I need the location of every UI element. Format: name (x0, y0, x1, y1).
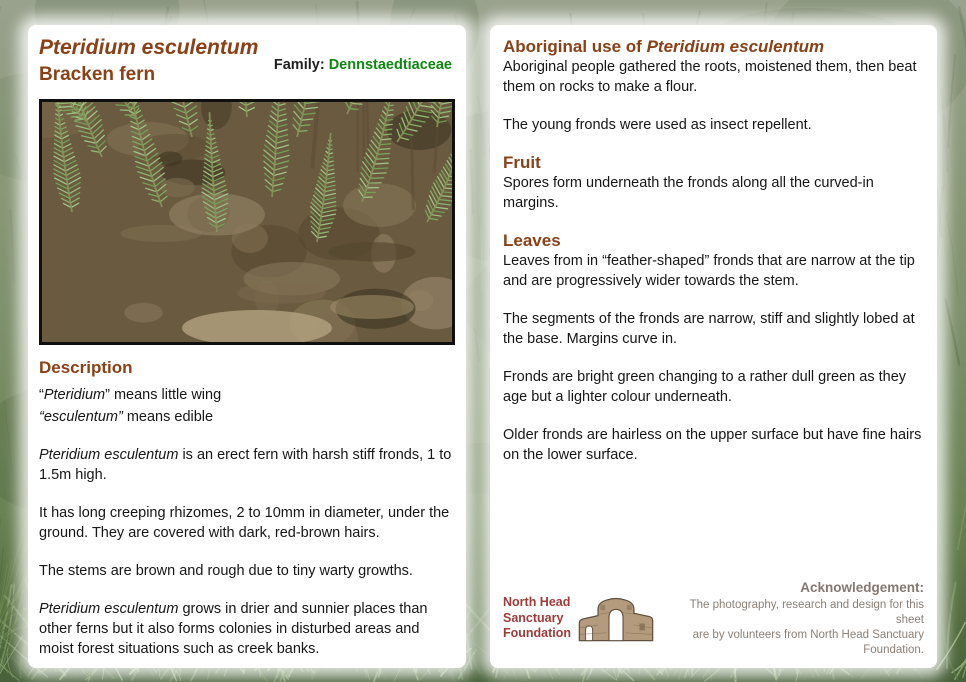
footer (503, 579, 924, 658)
acknowledgement-heading: Acknowledgement: (800, 579, 924, 595)
leaves-paragraph: Leaves from in “feather-shaped” fronds that are narrow at the tip and are progressively wider towards the stem. (503, 253, 915, 289)
description-paragraph: “esculentum” means edible (39, 409, 214, 426)
leaves-heading: Leaves (503, 231, 561, 250)
family-line (274, 57, 452, 73)
right-panel (490, 25, 937, 668)
description-paragraph: Pteridium esculentum is an erect fern with harsh stiff fronds, 1 to 1.5m high. (39, 447, 452, 484)
aboriginal-paragraph: Aboriginal people gathered the roots, moistened them, then beat them on rocks to make a flour. (503, 59, 917, 95)
fern-photo-image (42, 102, 452, 342)
leaves-paragraph: Fronds are bright green changing to a rather dull green as they age but a lighter colour underneath. (503, 369, 907, 405)
bracken-fern-photo (39, 99, 455, 345)
species-title: Pteridium esculentum (39, 36, 259, 59)
aboriginal-use-heading: Aboriginal use of Pteridium esculentum (503, 37, 825, 56)
fruit-paragraph: Spores form underneath the fronds along all the curved-in margins. (503, 175, 874, 211)
fruit-heading: Fruit (503, 153, 541, 172)
description-paragraph: The stems are brown and rough due to tiny warty growths. (39, 563, 413, 580)
acknowledgement-line: are by volunteers from North Head Sanctuary Foundation. (692, 629, 924, 657)
common-name: Bracken fern (39, 64, 156, 86)
family-name: Dennstaedtiaceae (328, 57, 452, 73)
description-paragraph: “Pteridium” means little wing (39, 387, 222, 404)
leaves-paragraph: The segments of the fronds are narrow, stiff and slightly lobed at the base. Margins curve in. (503, 311, 915, 347)
left-panel (28, 25, 466, 668)
acknowledgement-line: The photography, research and design for this sheet (689, 599, 924, 627)
description-paragraph: It has long creeping rhizomes, 2 to 10mm in diameter, under the ground. They are covered with dark, red-brown hairs. (39, 505, 450, 542)
family-label: Family: (273, 57, 325, 73)
description-paragraph: Pteridium esculentum grows in drier and sunnier places than other ferns but it also forms colonies in disturbed areas and moist forest situations such as creek banks. (39, 601, 428, 658)
aboriginal-paragraph: The young fronds were used as insect repellent. (503, 117, 812, 133)
org-name: North Head Sanctuary Foundation (503, 595, 572, 640)
north-head-gate-logo-icon (577, 593, 655, 643)
leaves-paragraph: Older fronds are hairless on the upper surface but have fine hairs on the lower surface. (503, 427, 922, 463)
description-heading: Description (39, 358, 133, 378)
acknowledgement (661, 579, 924, 658)
